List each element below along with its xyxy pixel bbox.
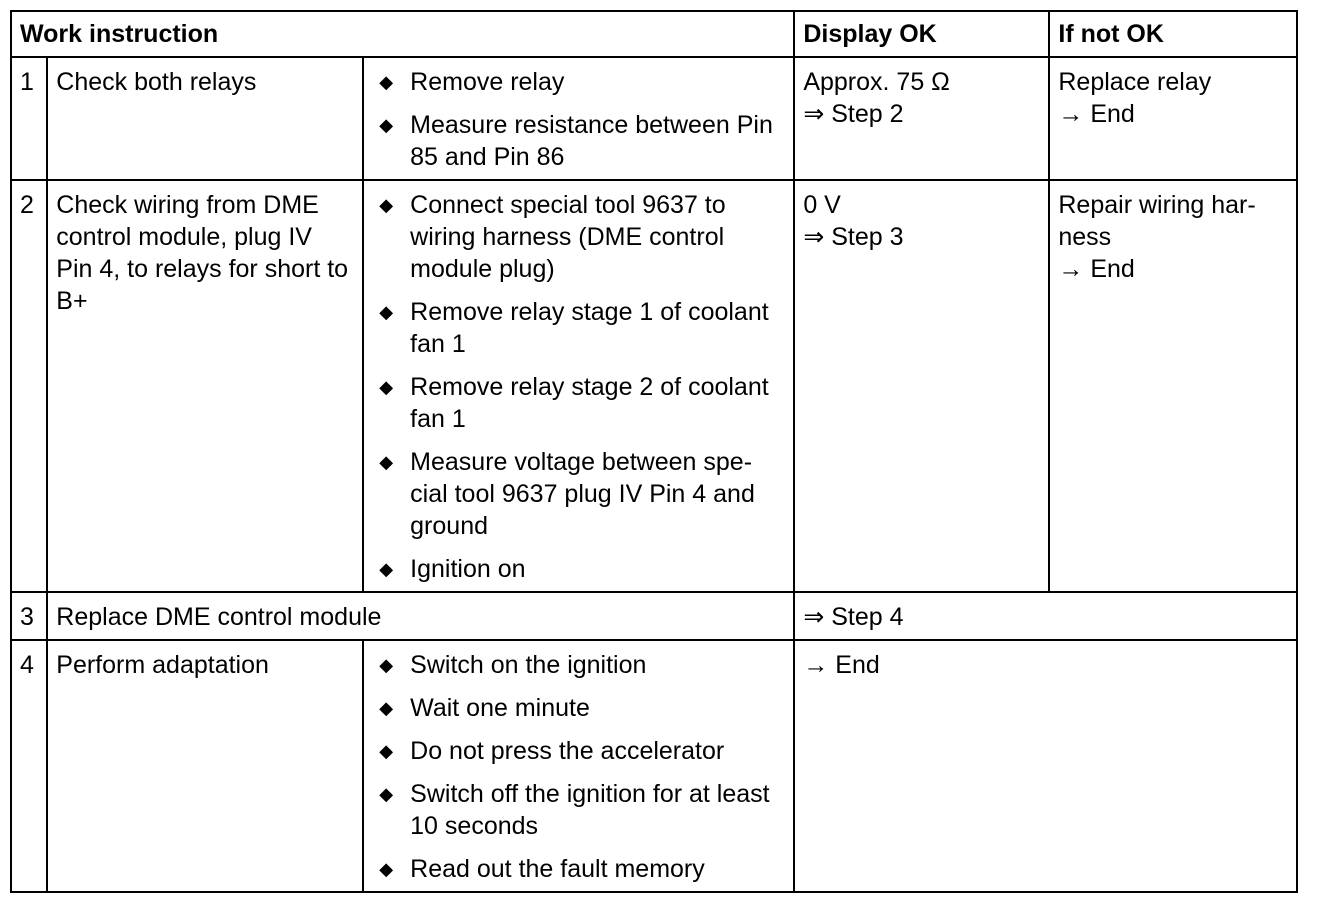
display-ok-cell <box>794 57 1049 180</box>
display-ok-cell <box>794 180 1049 592</box>
instruction-text: Connect special tool 9637 to wiring harness (DME control module plug) <box>410 191 726 283</box>
list-item <box>372 189 785 285</box>
instruction-text: Ignition on <box>410 555 526 583</box>
task-cell: Check wiring from DME control module, plug IV Pin 4, to relays for short to B+ <box>47 180 363 592</box>
work-instruction-document <box>10 10 1298 893</box>
instruction-text: Do not press the accelerator <box>410 737 725 765</box>
task-cell: Check both relays <box>47 57 363 180</box>
table-header-row <box>11 11 1297 57</box>
table-row <box>11 57 1297 180</box>
instruction-text: Read out the fault memory <box>410 855 705 883</box>
step-number: 1 <box>11 57 47 180</box>
if-not-ok-next: → End <box>1058 100 1135 128</box>
step-number: 3 <box>11 592 47 640</box>
step-number: 2 <box>11 180 47 592</box>
diamond-bullet-icon: ◆ <box>379 195 394 215</box>
list-item <box>372 109 785 173</box>
list-item <box>372 735 785 767</box>
instruction-text: Measure voltage between spe-cial tool 9637 plug IV Pin 4 and ground <box>410 448 755 540</box>
if-not-ok-next: → End <box>1058 255 1135 283</box>
instruction-text: Remove relay stage 1 of coolant fan 1 <box>410 298 769 358</box>
header-work-instruction: Work instruction <box>11 11 794 57</box>
result-cell: ⇒ Step 4 <box>794 592 1297 640</box>
diamond-bullet-icon: ◆ <box>379 698 394 718</box>
diamond-bullet-icon: ◆ <box>379 741 394 761</box>
diamond-bullet-icon: ◆ <box>379 784 394 804</box>
if-not-ok-cell <box>1049 180 1297 592</box>
instruction-list <box>372 649 785 885</box>
header-display-ok: Display OK <box>794 11 1049 57</box>
display-ok-value: 0 V <box>803 191 841 219</box>
list-item <box>372 553 785 585</box>
diamond-bullet-icon: ◆ <box>379 559 394 579</box>
display-ok-next: ⇒ Step 3 <box>803 223 904 251</box>
diamond-bullet-icon: ◆ <box>379 655 394 675</box>
diamond-bullet-icon: ◆ <box>379 115 394 135</box>
result-cell: → End <box>794 640 1297 892</box>
table-row <box>11 592 1297 640</box>
list-item <box>372 692 785 724</box>
instruction-text: Wait one minute <box>410 694 590 722</box>
work-instruction-table <box>10 10 1298 893</box>
instruction-text: Remove relay stage 2 of coolant fan 1 <box>410 373 769 433</box>
instructions-cell <box>363 640 794 892</box>
instruction-text: Switch off the ignition for at least 10 seconds <box>410 780 770 840</box>
if-not-ok-action: Replace relay <box>1058 68 1212 96</box>
instruction-list <box>372 189 785 585</box>
diamond-bullet-icon: ◆ <box>379 302 394 322</box>
diamond-bullet-icon: ◆ <box>379 452 394 472</box>
list-item <box>372 296 785 360</box>
diamond-bullet-icon: ◆ <box>379 377 394 397</box>
if-not-ok-cell <box>1049 57 1297 180</box>
list-item <box>372 446 785 542</box>
list-item <box>372 853 785 885</box>
instruction-list <box>372 66 785 173</box>
list-item <box>372 649 785 681</box>
list-item <box>372 371 785 435</box>
task-cell: Replace DME control module <box>47 592 794 640</box>
list-item <box>372 778 785 842</box>
step-number: 4 <box>11 640 47 892</box>
table-row <box>11 180 1297 592</box>
display-ok-next: ⇒ Step 2 <box>803 100 904 128</box>
display-ok-value: Approx. 75 Ω <box>803 68 950 96</box>
task-cell: Perform adaptation <box>47 640 363 892</box>
diamond-bullet-icon: ◆ <box>379 859 394 879</box>
if-not-ok-action: Repair wiring har-ness <box>1058 191 1256 251</box>
header-if-not-ok: If not OK <box>1049 11 1297 57</box>
list-item <box>372 66 785 98</box>
instructions-cell <box>363 180 794 592</box>
diamond-bullet-icon: ◆ <box>379 72 394 92</box>
instruction-text: Switch on the ignition <box>410 651 647 679</box>
instruction-text: Measure resistance between Pin 85 and Pin 86 <box>410 111 773 171</box>
table-row <box>11 640 1297 892</box>
instructions-cell <box>363 57 794 180</box>
instruction-text: Remove relay <box>410 68 565 96</box>
